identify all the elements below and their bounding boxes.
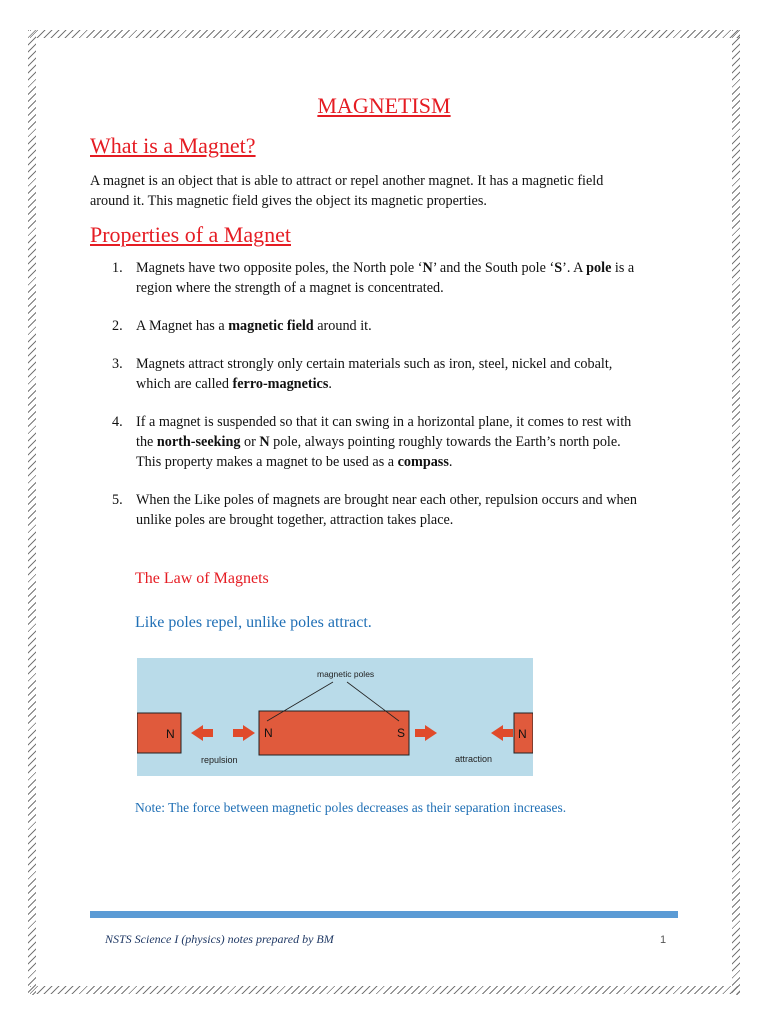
footer-rule xyxy=(90,911,678,918)
intro-line: around it. This magnetic field gives the object its magnetic properties. xyxy=(90,193,487,209)
text-run: A Magnet has a xyxy=(136,318,229,334)
text-run: or xyxy=(240,434,260,450)
text-run: . xyxy=(328,376,332,392)
text-run: magnetic field xyxy=(228,318,314,334)
section-heading-what-is-magnet: What is a Magnet? xyxy=(90,133,256,158)
page-border-right xyxy=(732,30,740,995)
text-run: pole, always pointing roughly towards the Earth’s north pole. xyxy=(269,434,621,450)
text-run: compass xyxy=(397,454,449,470)
list-number: 2. xyxy=(112,318,123,334)
page-number: 1 xyxy=(660,934,667,946)
list-number: 5. xyxy=(112,492,123,508)
text-line: unlike poles are brought together, attraction takes place. xyxy=(136,512,454,528)
text-line: If a magnet is suspended so that it can swing in a horizontal plane, it comes to rest with xyxy=(136,414,632,430)
text-run: ’. A xyxy=(562,260,587,276)
text-run: is a xyxy=(611,260,635,276)
list-number: 3. xyxy=(112,356,123,372)
document-title: MAGNETISM xyxy=(317,93,451,118)
list-item xyxy=(90,412,680,472)
magnetic-poles-label: magnetic poles xyxy=(317,669,375,679)
left-magnet-pole-label: N xyxy=(166,727,175,741)
text-run: S xyxy=(554,260,563,276)
list-number: 1. xyxy=(112,260,123,276)
text-run: around it. xyxy=(313,318,372,334)
text-run: Magnets have two opposite poles, the North pole ‘ xyxy=(136,260,423,276)
center-magnet-south-label: S xyxy=(397,726,406,740)
list-item xyxy=(90,316,680,336)
right-magnet-pole-label: N xyxy=(518,727,527,741)
intro-paragraph xyxy=(90,171,650,211)
text-run: ’ and the South pole ‘ xyxy=(432,260,555,276)
repulsion-label: repulsion xyxy=(201,755,238,765)
text-line: region where the strength of a magnet is concentrated. xyxy=(136,280,444,296)
text-run: N xyxy=(422,260,433,276)
list-number: 4. xyxy=(112,414,123,430)
law-statement: Like poles repel, unlike poles attract. xyxy=(135,614,372,631)
center-magnet-north-label: N xyxy=(264,726,273,740)
law-of-magnets-heading: The Law of Magnets xyxy=(135,570,269,587)
text-run: . xyxy=(448,454,453,470)
text-run: This property makes a magnet to be used as a xyxy=(136,454,398,470)
text-run: north-seeking xyxy=(156,434,241,450)
note-text: Note: The force between magnetic poles decreases as their separation increases. xyxy=(135,800,567,815)
text-run: the xyxy=(136,434,157,450)
text-run: which are called xyxy=(136,376,233,392)
section-heading-properties: Properties of a Magnet xyxy=(90,222,291,247)
properties-list xyxy=(90,258,680,530)
list-item xyxy=(90,258,680,298)
center-magnet xyxy=(259,711,409,755)
page-border-bottom xyxy=(30,986,740,994)
page-border-top xyxy=(30,30,740,38)
text-line: Magnets attract strongly only certain materials such as iron, steel, nickel and cobalt, xyxy=(136,356,613,372)
text-run: pole xyxy=(586,260,612,276)
footer-text: NSTS Science I (physics) notes prepared by BM xyxy=(105,932,334,946)
magnet-poles-figure xyxy=(137,658,533,776)
text-line: When the Like poles of magnets are brought near each other, repulsion occurs and when xyxy=(136,492,637,508)
list-item xyxy=(90,354,680,394)
intro-line: A magnet is an object that is able to attract or repel another magnet. It has a magnetic field xyxy=(90,173,604,189)
text-run: ferro-magnetics xyxy=(232,376,329,392)
list-item xyxy=(90,490,680,530)
page-border-left xyxy=(28,30,36,995)
attraction-label: attraction xyxy=(455,754,493,764)
magnet-poles-illustration xyxy=(137,658,533,776)
text-run: N xyxy=(259,434,270,450)
